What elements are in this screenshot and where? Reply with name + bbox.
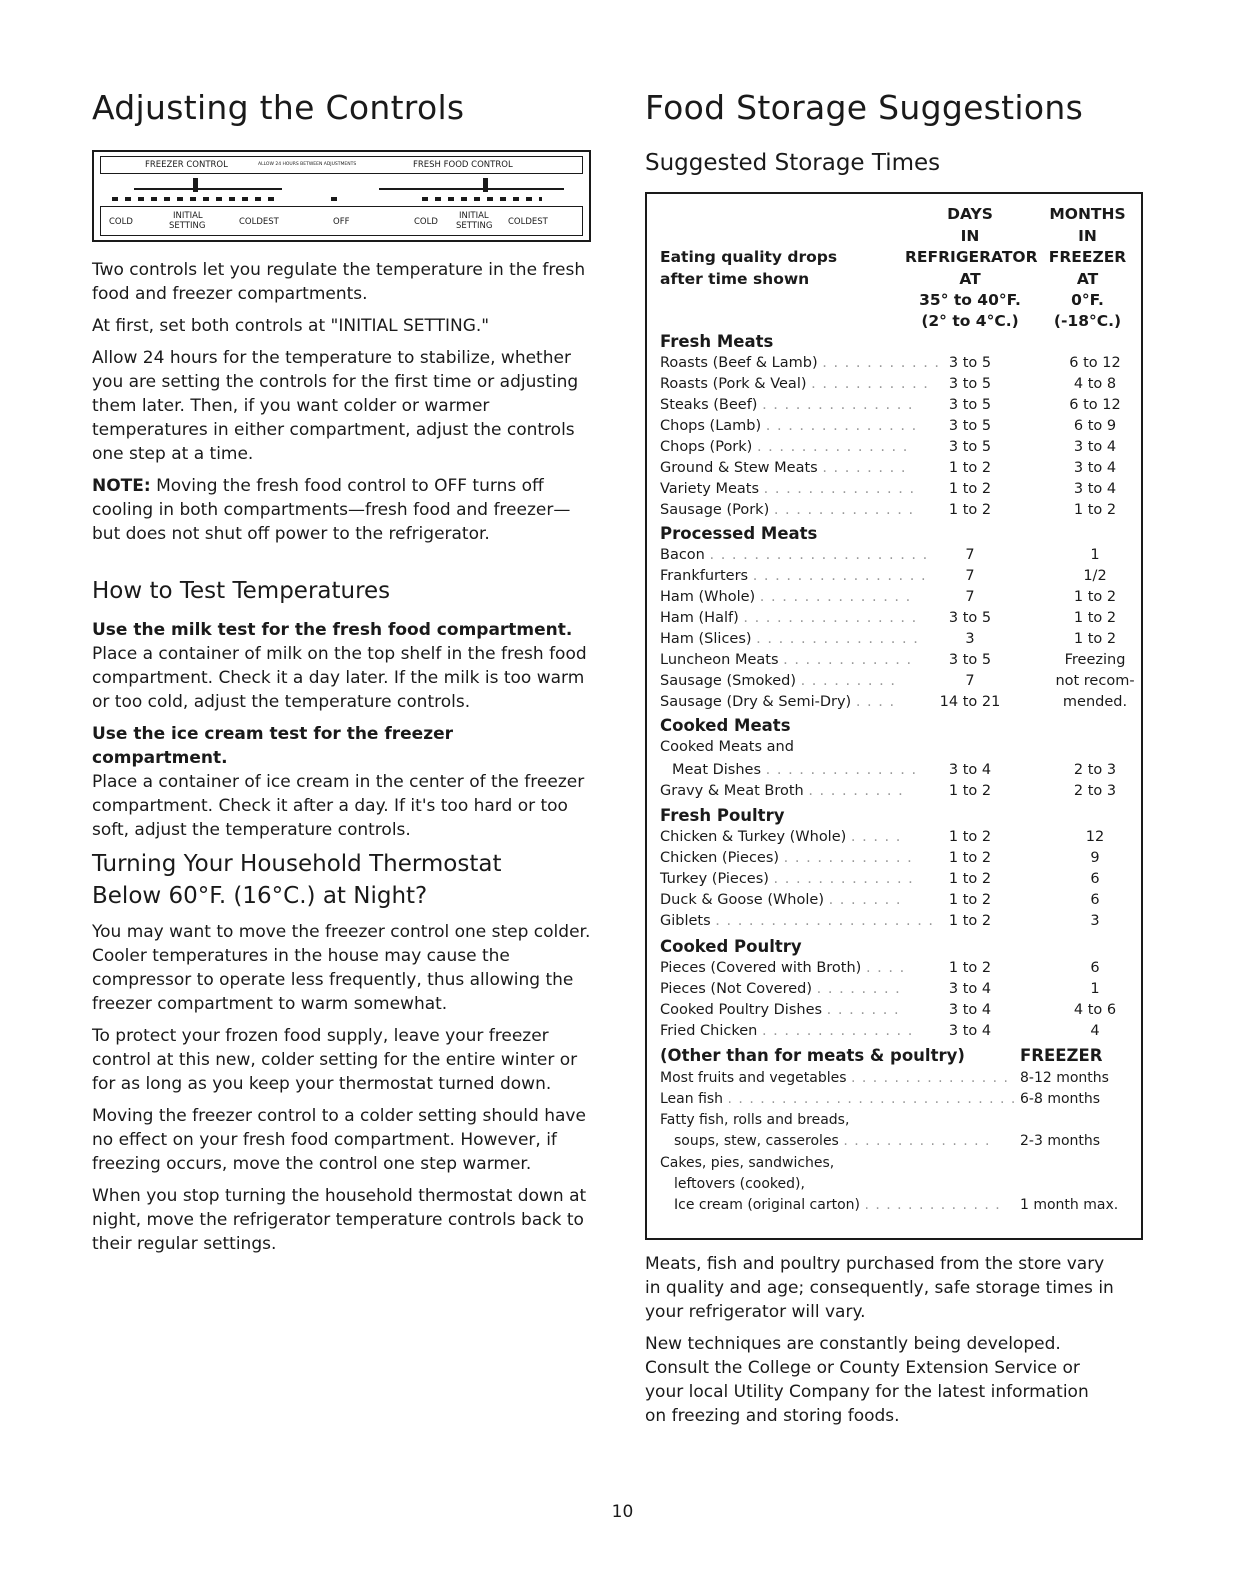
thermostat-p2: To protect your frozen food supply, leave your freezer control at this new, colder setting for the entire winter or for as long as you keep your thermostat turned down. <box>92 1026 578 1094</box>
row-months: 1 to 2 <box>1073 589 1117 605</box>
note-text: Moving the fresh food control to OFF turns off cooling in both compartments—fresh food and freezer—but does not shut off power to the refrigerator. <box>92 476 571 544</box>
row-name: Chops (Lamb) <box>660 418 762 434</box>
table-row: Steaks (Beef) . . . . . . . . . . . . . . <box>660 397 914 413</box>
row-name: Pieces (Not Covered) <box>660 981 813 997</box>
freezer-header-2: IN <box>1078 227 1097 245</box>
intro-paragraph: Two controls let you regulate the temperature in the fresh food and freezer compartments. <box>92 260 586 304</box>
table-row: soups, stew, casseroles . . . . . . . . . . . . . . <box>674 1133 991 1149</box>
row-days: 7 <box>965 589 975 605</box>
row-name: Ham (Whole) <box>660 589 756 605</box>
table-row: Duck & Goose (Whole) . . . . . . . <box>660 892 902 908</box>
milk-test-heading <box>92 618 592 642</box>
initial-setting-paragraph: At first, set both controls at "INITIAL SETTING." <box>92 316 490 336</box>
row-months: 1 to 2 <box>1073 610 1117 626</box>
page-number: 10 <box>611 1502 634 1522</box>
new-techniques-paragraph: New techniques are constantly being developed. Consult the College or County Extension Service or your local Utility Company for the latest information on freezing and storing foods. <box>645 1334 1089 1426</box>
fresh-setting-label: SETTING <box>456 221 493 231</box>
table-row: Ham (Slices) . . . . . . . . . . . . . . . <box>660 631 919 647</box>
row-months: 9 <box>1090 850 1100 866</box>
ice-test-heading <box>92 722 592 770</box>
freezer-step-marks <box>112 197 280 201</box>
freezer-cold-label: COLD <box>109 217 133 227</box>
table-row: Ham (Half) . . . . . . . . . . . . . . . . <box>660 610 918 626</box>
table-row: Gravy & Meat Broth . . . . . . . . . <box>660 783 904 799</box>
row-days: 1 to 2 <box>948 892 992 908</box>
heading-thermostat-line1: Turning Your Household Thermostat <box>92 851 502 877</box>
table-row: Meat Dishes . . . . . . . . . . . . . . <box>672 762 918 778</box>
milk-test-heading-text: Use the milk test for the fresh food compartment. <box>92 620 573 640</box>
table-row: Chops (Pork) . . . . . . . . . . . . . . <box>660 439 909 455</box>
category-fresh-poultry: Fresh Poultry <box>660 806 785 825</box>
freezer-coldest-label: COLDEST <box>239 217 279 227</box>
row-months: 1 <box>1090 547 1100 563</box>
row-name: Lean fish <box>660 1091 724 1107</box>
row-months: 4 to 6 <box>1073 1002 1117 1018</box>
category-cooked-meats: Cooked Meats <box>660 716 791 735</box>
panel-label-bar <box>100 156 583 174</box>
table-row: Chops (Lamb) . . . . . . . . . . . . . . <box>660 418 918 434</box>
refrigerator-header-4: AT <box>959 270 981 288</box>
row-name: Sausage (Smoked) <box>660 673 796 689</box>
refrigerator-header-3: REFRIGERATOR <box>905 248 1038 266</box>
category-cooked-poultry: Cooked Poultry <box>660 937 802 956</box>
row-name: Ground & Stew Meats <box>660 460 818 476</box>
row-months: 2 to 3 <box>1073 762 1117 778</box>
row-days: 3 to 5 <box>948 397 992 413</box>
row-name: Fried Chicken <box>660 1023 758 1039</box>
refrigerator-header-6: (2° to 4°C.) <box>921 312 1019 330</box>
heading-thermostat <box>92 848 502 912</box>
table-row-intro: Fatty fish, rolls and breads, <box>660 1112 850 1128</box>
row-days: 3 to 4 <box>948 1023 992 1039</box>
milk-test-text: Place a container of milk on the top shelf in the fresh food compartment. Check it a day later. If the milk is too warm or too cold, adjust the temperature controls. <box>92 644 587 712</box>
row-name: Bacon <box>660 547 705 563</box>
row-name: Ham (Half) <box>660 610 739 626</box>
ice-test-text: Place a container of ice cream in the center of the freezer compartment. Check it after a day. If it's too hard or too soft, adjust the temperature controls. <box>92 772 585 840</box>
row-name: Duck & Goose (Whole) <box>660 892 824 908</box>
row-days: 3 to 5 <box>948 418 992 434</box>
category-fresh-meats: Fresh Meats <box>660 332 774 351</box>
freezer-control-label: FREEZER CONTROL <box>145 160 228 170</box>
freezer-header-6: (-18°C.) <box>1053 312 1122 330</box>
table-row: Ham (Whole) . . . . . . . . . . . . . . <box>660 589 912 605</box>
row-months: 3 to 4 <box>1073 481 1117 497</box>
row-name: Most fruits and vegetables <box>660 1070 847 1086</box>
row-freezer: 8-12 months <box>1020 1070 1109 1086</box>
row-days: 3 to 5 <box>948 610 992 626</box>
row-name: Chicken & Turkey (Whole) <box>660 829 847 845</box>
table-row: Most fruits and vegetables . . . . . . . . . . . . . . . <box>660 1070 1010 1086</box>
freezer-only-header: FREEZER <box>1020 1046 1103 1065</box>
row-months: 6 <box>1090 892 1100 908</box>
row-months: mended. <box>1062 694 1128 710</box>
thermostat-p1: You may want to move the freezer control one step colder. Cooler temperatures in the house may cause the compressor to operate less frequently, thus allowing the freezer compartment to warm somewhat. <box>92 922 591 1014</box>
table-row: Sausage (Pork) . . . . . . . . . . . . . <box>660 502 915 518</box>
left-body <box>92 258 592 546</box>
row-days: 7 <box>965 547 975 563</box>
refrigerator-header-2: IN <box>960 227 980 245</box>
row-months: 4 <box>1090 1023 1100 1039</box>
row-days: 1 to 2 <box>948 829 992 845</box>
note-paragraph <box>92 474 592 546</box>
row-name: Turkey (Pieces) <box>660 871 769 887</box>
row-months: 1 to 2 <box>1073 502 1117 518</box>
storage-variability-paragraph: Meats, fish and poultry purchased from the store vary in quality and age; consequently, safe storage times in your refrigerator will vary. <box>645 1254 1114 1322</box>
freezer-header-4: AT <box>1076 270 1099 288</box>
row-months: 1 <box>1090 981 1100 997</box>
row-name: Frankfurters <box>660 568 749 584</box>
freezer-header-5: 0°F. <box>1071 291 1104 309</box>
row-days: 1 to 2 <box>948 460 992 476</box>
table-row-intro: Cooked Meats and <box>660 739 794 755</box>
after-table-text <box>645 1252 1115 1428</box>
table-row: Frankfurters . . . . . . . . . . . . . . . . <box>660 568 927 584</box>
row-months: 6 <box>1090 960 1100 976</box>
fresh-food-slider-knob[interactable] <box>483 178 488 192</box>
row-days: 3 to 4 <box>948 981 992 997</box>
control-panel-diagram <box>92 150 591 242</box>
freezer-header-1: MONTHS <box>1049 205 1126 223</box>
fresh-initial-label: INITIAL <box>459 211 489 221</box>
table-row-intro: leftovers (cooked), <box>674 1176 805 1192</box>
row-name: Roasts (Beef & Lamb) <box>660 355 818 371</box>
row-days: 1 to 2 <box>948 783 992 799</box>
table-row: Chicken (Pieces) . . . . . . . . . . . . <box>660 850 913 866</box>
row-days: 1 to 2 <box>948 502 992 518</box>
heading-thermostat-line2: Below 60°F. (16°C.) at Night? <box>92 883 428 909</box>
note-label: NOTE: <box>92 476 151 496</box>
row-days: 1 to 2 <box>948 850 992 866</box>
thermostat-section <box>92 920 592 1256</box>
row-name: Sausage (Pork) <box>660 502 770 518</box>
row-months: 6 to 9 <box>1073 418 1117 434</box>
table-row-intro: Cakes, pies, sandwiches, <box>660 1155 835 1171</box>
row-days: 3 to 5 <box>948 652 992 668</box>
row-name: Steaks (Beef) <box>660 397 758 413</box>
row-days: 7 <box>965 673 975 689</box>
fresh-food-slider-track[interactable] <box>379 188 564 190</box>
row-days: 7 <box>965 568 975 584</box>
row-days: 3 <box>965 631 975 647</box>
eating-quality-line1: Eating quality drops <box>660 248 838 266</box>
refrigerator-header-5: 35° to 40°F. <box>919 291 1021 309</box>
table-row: Sausage (Dry & Semi-Dry) . . . . <box>660 694 896 710</box>
table-row: Chicken & Turkey (Whole) . . . . . <box>660 829 902 845</box>
row-name: Gravy & Meat Broth <box>660 783 804 799</box>
row-name: Cooked Poultry Dishes <box>660 1002 823 1018</box>
row-months: 6 to 12 <box>1069 397 1121 413</box>
ice-test-heading-text: Use the ice cream test for the freezer compartment. <box>92 724 454 768</box>
subheading-storage-times: Suggested Storage Times <box>645 150 941 176</box>
table-row: Bacon . . . . . . . . . . . . . . . . . . . . <box>660 547 929 563</box>
category-processed-meats: Processed Meats <box>660 524 818 543</box>
row-days: 1 to 2 <box>948 871 992 887</box>
freezer-slider-knob[interactable] <box>193 178 198 192</box>
row-days: 3 to 5 <box>948 376 992 392</box>
table-row: Roasts (Beef & Lamb) . . . . . . . . . . . <box>660 355 941 371</box>
heading-adjusting-controls: Adjusting the Controls <box>92 88 465 127</box>
row-days: 1 to 2 <box>948 913 992 929</box>
row-freezer: 2-3 months <box>1020 1133 1101 1149</box>
row-name: Giblets <box>660 913 711 929</box>
row-name: Chops (Pork) <box>660 439 753 455</box>
freezer-initial-label: INITIAL <box>173 211 203 221</box>
table-row: Pieces (Covered with Broth) . . . . <box>660 960 906 976</box>
freezer-setting-label: SETTING <box>169 221 206 231</box>
row-months: 3 to 4 <box>1073 460 1117 476</box>
row-days: 3 to 5 <box>948 355 992 371</box>
fresh-step-marks <box>422 197 542 201</box>
table-row: Cooked Poultry Dishes . . . . . . . <box>660 1002 900 1018</box>
fresh-food-control-label: FRESH FOOD CONTROL <box>413 160 513 170</box>
heading-test-temperatures: How to Test Temperatures <box>92 578 391 604</box>
row-name: Variety Meats <box>660 481 760 497</box>
row-months: 1/2 <box>1083 568 1107 584</box>
table-row: Variety Meats . . . . . . . . . . . . . . <box>660 481 916 497</box>
test-section <box>92 618 592 842</box>
thermostat-p3: Moving the freezer control to a colder setting should have no effect on your fresh food compartment. However, if freezing occurs, move the control one step warmer. <box>92 1106 586 1174</box>
off-label: OFF <box>333 217 350 227</box>
row-months: Freezing <box>1064 652 1126 668</box>
fresh-cold-label: COLD <box>414 217 438 227</box>
row-name: Pieces (Covered with Broth) <box>660 960 862 976</box>
row-months: 12 <box>1085 829 1105 845</box>
table-row: Ice cream (original carton) . . . . . . . . . . . . . <box>674 1197 1001 1213</box>
table-row: Roasts (Pork & Veal) . . . . . . . . . . . <box>660 376 929 392</box>
row-months: 1 to 2 <box>1073 631 1117 647</box>
fresh-coldest-label: COLDEST <box>508 217 548 227</box>
table-row: Luncheon Meats . . . . . . . . . . . . <box>660 652 913 668</box>
row-days: 3 to 5 <box>948 439 992 455</box>
row-name: Meat Dishes <box>672 762 762 778</box>
row-days: 1 to 2 <box>948 960 992 976</box>
row-days: 1 to 2 <box>948 481 992 497</box>
table-row: Fried Chicken . . . . . . . . . . . . . . <box>660 1023 914 1039</box>
thermostat-p4: When you stop turning the household thermostat down at night, move the refrigerator temperature controls back to their regular settings. <box>92 1186 587 1254</box>
row-months: 4 to 8 <box>1073 376 1117 392</box>
stabilize-paragraph: Allow 24 hours for the temperature to stabilize, whether you are setting the controls for the first time or adjusting them later. Then, if you want colder or warmer temperatures in either compartment, adjust the controls one step at a time. <box>92 348 579 464</box>
table-row: Ground & Stew Meats . . . . . . . . <box>660 460 907 476</box>
table-row: Lean fish . . . . . . . . . . . . . . . . . . . . . . . . . . . . . <box>660 1091 1039 1107</box>
row-name: soups, stew, casseroles <box>674 1133 839 1149</box>
freezer-slider-track[interactable] <box>134 188 282 190</box>
row-months: 6 to 12 <box>1069 355 1121 371</box>
table-row: Turkey (Pieces) . . . . . . . . . . . . . <box>660 871 914 887</box>
refrigerator-header-1: DAYS <box>947 205 993 223</box>
row-name: Luncheon Meats <box>660 652 779 668</box>
heading-food-storage: Food Storage Suggestions <box>645 88 1084 127</box>
freezer-header-3: FREEZER <box>1048 248 1127 266</box>
row-days: 3 to 4 <box>948 762 992 778</box>
table-row: Pieces (Not Covered) . . . . . . . . <box>660 981 901 997</box>
off-step-mark <box>331 197 339 201</box>
row-freezer: 1 month max. <box>1020 1197 1119 1213</box>
row-freezer: 6-8 months <box>1020 1091 1101 1107</box>
row-months: 2 to 3 <box>1073 783 1117 799</box>
eating-quality-line2: after time shown <box>660 270 810 288</box>
row-months: 3 <box>1090 913 1100 929</box>
table-row: Sausage (Smoked) . . . . . . . . . <box>660 673 896 689</box>
row-days: 3 to 4 <box>948 1002 992 1018</box>
adjustment-hint: ALLOW 24 HOURS BETWEEN ADJUSTMENTS <box>258 162 357 167</box>
row-days: 14 to 21 <box>939 694 1001 710</box>
row-name: Sausage (Dry & Semi-Dry) <box>660 694 852 710</box>
row-name: Ice cream (original carton) <box>674 1197 860 1213</box>
row-name: Chicken (Pieces) <box>660 850 780 866</box>
row-months: not recom- <box>1055 673 1135 689</box>
row-months: 3 to 4 <box>1073 439 1117 455</box>
table-row: Giblets . . . . . . . . . . . . . . . . . . . . <box>660 913 935 929</box>
panel-setting-labels <box>100 206 583 236</box>
row-months: 6 <box>1090 871 1100 887</box>
row-name: Roasts (Pork & Veal) <box>660 376 807 392</box>
category-other: (Other than for meats & poultry) <box>660 1046 965 1065</box>
row-name: Ham (Slices) <box>660 631 752 647</box>
